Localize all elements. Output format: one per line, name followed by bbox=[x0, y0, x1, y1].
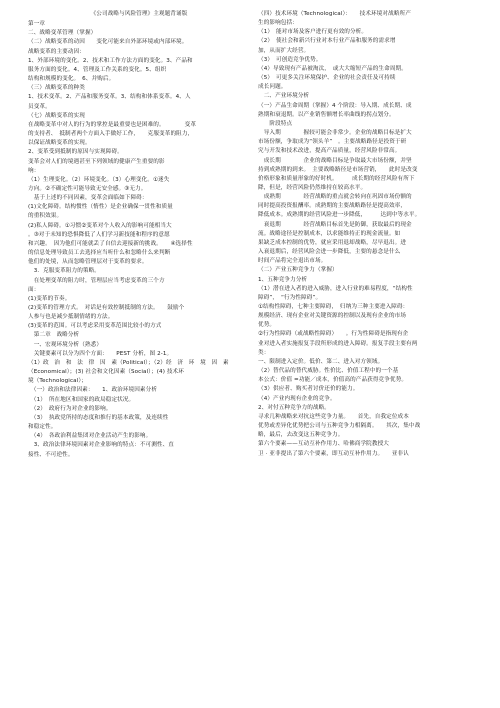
text-line: 以保证战略变革的实现。 bbox=[28, 140, 91, 147]
text-line: 导入期 握较可能会非常少。企业的战略目标是扩大 bbox=[258, 130, 412, 137]
right-column bbox=[258, 10, 480, 459]
text-line: 在处理变革的阻力时，管理层应当考虑变革的三个方 bbox=[28, 277, 165, 284]
text-line: 一、宏观环境分析（熟悉） bbox=[28, 341, 103, 348]
text-line: （3） 可创造竞争优势。 bbox=[258, 56, 322, 63]
text-line: （一）产品生命周期（掌握）4 个阶段：导入期、成长期、成 bbox=[258, 102, 412, 109]
text-line: 2、变革受到抵制的原因与实现障碍。 bbox=[28, 149, 123, 156]
text-line: ①结构性障碍，七种主要障碍， 归纳为三种主要进入障碍： bbox=[258, 304, 409, 310]
text-line: （3）供应者、购买者讨价还价的能力。 bbox=[258, 386, 359, 393]
text-line: ②行为性障碍（或战略性障碍） 。行为性障碍是指现有企 bbox=[258, 331, 409, 338]
text-line: 优势。 bbox=[258, 322, 276, 329]
text-line: 关键要素可以分为四个方面： PEST 分析，图 2-1。 bbox=[28, 350, 173, 357]
text-line: 员变革。 bbox=[28, 103, 51, 110]
text-line: 在战略变革中对人的行为的掌控是最重要也是困难的。 变革 bbox=[28, 121, 197, 128]
text-line: （2） 政府行为对企业的影响。 bbox=[28, 405, 112, 412]
text-line: (1)变革的节奏。 bbox=[28, 295, 71, 302]
text-line: （三）战略变革的种类 bbox=[28, 85, 85, 92]
text-line: 时间产品将完全退出市场。 bbox=[258, 258, 327, 265]
text-line: 第二章 战略分析 bbox=[28, 332, 80, 339]
text-line: 和稳定性。 bbox=[28, 424, 57, 431]
text-line: 略，最后，去改变这五种竞争力。 bbox=[258, 432, 344, 439]
text-line: 的信息处理导致员工去选择应当听什么和忽略什么来判断 bbox=[28, 250, 171, 257]
text-line: 战略变革的主要动因： bbox=[28, 48, 85, 55]
text-line: （一）政治和法律因素： 1、政治环境因素分析 bbox=[28, 387, 158, 394]
text-line: （1）政 治 和 法 律 因 素（Political）；（2）经 济 环 境 因 素 bbox=[28, 359, 229, 366]
text-line: （四）技术环境（Technological）： 技术环境对战略所产 bbox=[258, 11, 411, 17]
text-line: 接性、不可逆性。 bbox=[28, 451, 74, 458]
text-line: (2)私人障碍。①习惯②变革对个人收入的影响可能相当大 bbox=[28, 222, 172, 229]
text-line: (2)变革的管理方式。 对话是有效控制抵制的方法。 鼓励个 bbox=[28, 305, 185, 311]
text-line: （4）导致现有产品被淘汰， 或大大缩短产品的生命周期。 bbox=[258, 65, 407, 72]
text-line: 类： bbox=[258, 349, 270, 356]
text-line: 的重积效果。 bbox=[28, 213, 63, 220]
text-line: 人参与也是减少抵制情绪的方法。 bbox=[28, 314, 114, 321]
document-title: 《公司战略与风险管理》主观题背诵版 bbox=[90, 11, 188, 17]
text-line: 业对进入者实施报复手段所形成的进入障碍。报复手段主要有两 bbox=[258, 340, 418, 347]
text-line: 2、对付五种竞争力的战略。 bbox=[258, 404, 330, 411]
text-line: 1、五种竞争力分析 bbox=[258, 276, 308, 283]
text-line: (1)文化障碍。结构惯性（惰性）是企业确保一贯性和质量 bbox=[28, 204, 173, 211]
text-line: （5） 可更多关注环境保护、企业的社会责任及可持续 bbox=[258, 75, 396, 82]
text-line: 衰退期 经营战略目标首先是防御，获取最后的现金 bbox=[258, 221, 412, 228]
text-line: 降，但是，经营风险仍然维持在较高水平。 bbox=[258, 184, 367, 191]
left-column bbox=[28, 10, 250, 460]
text-line: 生的影响包括： bbox=[258, 20, 298, 27]
text-line: 二、产业环境分析 bbox=[258, 93, 310, 100]
text-line: （4） 各政治利益集团对企业活动产生的影响。 bbox=[28, 433, 152, 440]
text-line: 。③对于未知的恐惧降低了人们学习新技能和程序的意愿 bbox=[28, 231, 170, 238]
text-line: （1）潜在进入者的进入威胁，进入行业的难易程度，“结构性 bbox=[258, 285, 413, 292]
text-line: 成长期 企业的战略目标是争取最大市场份额，并坚 bbox=[258, 157, 412, 164]
text-line: 障碍”， “行为性障碍”。 bbox=[258, 294, 322, 301]
text-line: 1、技术变革。2、产品和服务变革。3、结构和体系变革。4、人 bbox=[28, 94, 191, 101]
text-line: 的支持者、 抵制者两个方面入手做好工作， 克服变革的阻力， bbox=[28, 131, 194, 138]
text-line: 变革会对人们的境遇甚至下列领域的健康产生重要的影 bbox=[28, 158, 165, 165]
text-line: (3)变革的范围。可以考虑采用变革范围比较小的方式 bbox=[28, 323, 162, 330]
text-line: 他们的处境，从而忽略管理层对于变革的要求。 bbox=[28, 259, 148, 266]
text-line: 结构和规模的变化。 6、并购后。 bbox=[28, 76, 115, 83]
text-line: 同时提高投资报酬率。成熟期的主要战略路径是提高效率， bbox=[258, 203, 407, 210]
text-line: 第六个要素——互动互补作用力、哈佛商学院教授大 bbox=[258, 441, 389, 448]
text-line: 3、政治法律环境因素对企业影响的特点：不可测性、直 bbox=[28, 442, 175, 449]
text-line: （4）产业内现有企业的竞争。 bbox=[258, 395, 336, 402]
text-line: 一、限制进入定价。低价、第二、进入对方领域。 bbox=[258, 358, 384, 365]
text-line: 和兴趣。 因为他们可能就丢了自信去迎接新的挑战。 ④选择性 bbox=[28, 240, 193, 247]
text-line: （1） 能对市场及客户进行更有效的分析。 bbox=[258, 29, 368, 36]
text-line: 基于上述的不同因素，变革会面临如下障碍： bbox=[28, 195, 148, 202]
text-line: 优势或差异化优势把公司与五种竞争力相隔离。 其次，集中战 bbox=[258, 423, 421, 430]
text-line: （1） 所在地区和国家的政局稳定状况。 bbox=[28, 396, 135, 403]
text-line: 响： bbox=[28, 167, 40, 174]
right-column-text bbox=[258, 10, 480, 459]
text-line: 3．克服变革阻力的策略。 bbox=[28, 268, 100, 275]
text-line: 境（Technological）； bbox=[28, 378, 87, 385]
text-line: （2）替代品的替代威胁。性价比、价值工程中的一个基 bbox=[258, 368, 399, 375]
text-line: （二）产业五种竞争力（掌握） bbox=[258, 267, 338, 274]
text-line: 阶段特点 bbox=[258, 120, 293, 127]
text-line: 二、战略变革管理（掌握） bbox=[28, 30, 97, 37]
text-line: （1）生理变化。（2）环境变化。（3）心理变化。①迷失 bbox=[28, 176, 170, 183]
text-line: （2） 使社会和新兴行业对本行业产品和服务的需求增 bbox=[258, 38, 396, 45]
text-line: （二）战略变革的动因 变化可能来自外部环境或内部环境。 bbox=[28, 39, 188, 46]
text-line: 卫 · 亚非提出了第六个要素，即互动互补作用力。 亚非认 bbox=[258, 450, 409, 457]
text-line: 价格形象和质量形象的好时机。 成长期的经营风险有所下 bbox=[258, 175, 415, 182]
text-line: 入衰退期后，经营风险会进一步降低，主要的悬念是什么 bbox=[258, 249, 401, 256]
text-line: 1、外部环境的变化。2、技术和工作方法方面的变化。3、产品和 bbox=[28, 57, 193, 64]
text-line: 市场份额，争取成为“领头羊” 。主要战略路径是投资于研 bbox=[258, 139, 407, 146]
text-line: 熟期和衰退期。以产业销售额增长率曲线的拐点划分。 bbox=[258, 111, 395, 118]
text-line: 面： bbox=[28, 286, 40, 293]
text-line: 方向。②不确定性可能导致无安全感。③无力。 bbox=[28, 185, 147, 192]
text-line: 成熟期 经营战略的重点就会转向在巩固市场份额的 bbox=[258, 194, 412, 201]
text-line: （七）战略变革的实现 bbox=[28, 112, 85, 119]
text-line: 果缺乏成本控制的优势，就应采用退却战略，尽早退出。进 bbox=[258, 239, 407, 246]
text-line: 成长问题。 bbox=[258, 84, 287, 91]
text-line: 寻求几种战略来对抗这些竞争力量。 首先，自我定位成本 bbox=[258, 413, 409, 420]
text-line: 第一章 bbox=[28, 21, 46, 28]
text-line: 持到成熟期的到来。 主要战略路径是市场营销， 此时是改变 bbox=[258, 166, 418, 173]
text-line: （Economical）；(3) 社会和文化因素（Social）；(4) 技术环 bbox=[28, 369, 184, 376]
text-line: 规模经济、现有企业对关键资源的控制以及现有企业的市场 bbox=[258, 313, 407, 320]
text-line: 服务方面的变化。4、管理及工作关系的变化。5、组织 bbox=[28, 66, 167, 73]
text-line: 流。战略途径是控制成本，以求能维持正的现金流量。如 bbox=[258, 230, 401, 237]
left-column-text bbox=[28, 20, 250, 460]
text-line: 加，从而扩大经营。 bbox=[258, 47, 310, 54]
text-line: （3） 执政党所持的态度和推行的基本政策，及连续性 bbox=[28, 414, 169, 421]
text-line: 究与开发和技术改进，提高产品质量，经营风险非常高。 bbox=[258, 148, 401, 155]
text-line: 降低成本。成熟期的经营风险进一步降低， 达到中等水平。 bbox=[258, 212, 421, 219]
text-line: 本公式：价值 =功能／成本，价值高的产品获得竞争优势。 bbox=[258, 377, 408, 384]
